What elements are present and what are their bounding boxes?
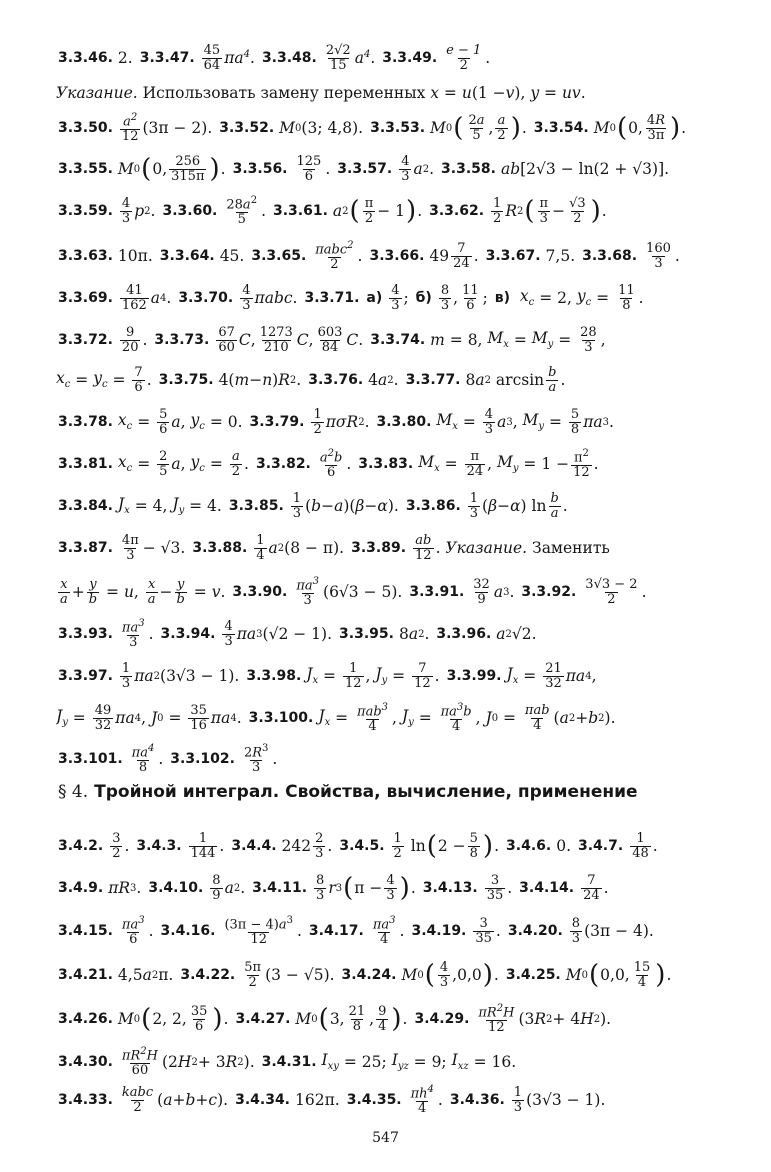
answer-number: 3.3.93. [58, 626, 113, 642]
answer-number: 3.4.19. [411, 923, 467, 939]
answer-number: 3.3.98. [246, 668, 302, 684]
answer-line: 3.3.87. $\frac{4\pi}{3}$ − √3. 3.3.88. $\frac{1}{4}$ a 2 (8 − π). 3.3.89. $\frac{ab}{12}$ . Указание. Заменить [58, 532, 610, 563]
answer-number: 3.3.63. [58, 248, 113, 264]
answer-number: 3.4.14. [519, 880, 575, 896]
answer-number: 3.4.35. [346, 1092, 402, 1108]
answer-number: 3.4.2. [58, 838, 104, 854]
section-title: Тройной интеграл. Свойства, вычисление, применение [94, 782, 638, 802]
answer-number: 3.4.25. [505, 967, 561, 983]
answer-number: 3.3.53. [370, 120, 426, 136]
answer-number: 3.3.100. [248, 710, 314, 726]
answer-number: 3.3.55. [58, 161, 113, 177]
answer-number: 3.3.74. [370, 332, 426, 348]
answer-line: 3.3.72. $\frac{9}{20}$ . 3.3.73. $\frac{67}{60}$ C , $\frac{1273}{210}$ C , $\frac{603}{84}$ C . 3.3.74. m = 8, $M_x$ = $M_y$ = $\frac{28}{3}$ , [58, 324, 606, 355]
answer-number: 3.3.70. [178, 290, 234, 306]
answer-number: 3.3.91. [409, 584, 465, 600]
answer-number: 3.4.20. [507, 923, 563, 939]
hint-line: Указание. Использовать замену переменных x = u (1 − v ), y = uv . [56, 84, 586, 102]
answer-number: 3.4.36. [449, 1092, 505, 1108]
answer-number: 3.3.90. [232, 584, 288, 600]
answer-line: 3.3.93. $\frac{\pi a^3}{3}$ . 3.3.94. $\frac{4}{3}$ πa 3 (√2 − 1). 3.3.95. 8 a 2 . 3.3.96. a 2 √2. [58, 617, 537, 650]
answer-number: 3.4.34. [235, 1092, 290, 1108]
answer-number: 3.4.13. [422, 880, 478, 896]
answer-number: 3.3.65. [251, 248, 307, 264]
answer-number: 3.3.88. [192, 540, 248, 556]
answer-line: $\frac{x}{a}$ + $\frac{y}{b}$ = u , $\frac{x}{a}$ − $\frac{y}{b}$ = v . 3.3.90. $\frac{\pi a^3}{3}$ (6√3 − 5). 3.3.91. $\frac{32}{9}$ a 3 . 3.3.92. $\frac{3√3 - 2}{2}$ . [60, 575, 647, 608]
answer-number: 3.4.33. [58, 1092, 113, 1108]
answer-number: 3.3.62. [429, 203, 485, 219]
answer-line: 3.3.81. $x_c$ = $\frac{2}{5}$ a , $y_c$ = $\frac{a}{2}$ . 3.3.82. $\frac{a^2b}{6}$ . 3.3.83. $M_x$ = $\frac{\pi}{24}$ , $M_y$ = 1 − $\frac{\pi^2}{12}$ . [58, 447, 599, 480]
answer-number: 3.4.21. [58, 967, 113, 983]
answer-number: 3.4.3. [136, 838, 182, 854]
answer-line: 3.4.33. $\frac{\text{kabc}}{2}$ ( a + b + c ). 3.4.34. 162π. 3.4.35. $\frac{\pi h^4}{4}$ . 3.4.36. $\frac{1}{3}$ (3√3 − 1). [58, 1083, 606, 1116]
answer-number: 3.3.78. [58, 414, 113, 430]
answer-number: 3.4.27. [235, 1011, 291, 1027]
answer-line: 3.4.9. πR 3 . 3.4.10. $\frac{8}{9}$ a 2 . 3.4.11. $\frac{8}{3}$ r 3 ( π − $\frac{4}{3}$ ) . 3.4.13. $\frac{3}{35}$ . 3.4.14. $\frac{7}{24}$ . [58, 872, 609, 903]
answer-number: 3.3.72. [58, 332, 113, 348]
answer-number: 3.3.50. [58, 120, 113, 136]
answer-line: 3.3.55. M 0 ( 0, $\frac{256}{315\pi}$ ) . 3.3.56. $\frac{125}{6}$ . 3.3.57. $\frac{4}{3}$ a 2 . 3.3.58. ab [2√3 − ln(2 + √3)]. [58, 153, 670, 184]
answer-line: 3.3.46. 2. 3.3.47. $\frac{45}{64}$ $\pi a^4$ . 3.3.48. $\frac{2√2}{15}$ $a^4$ . 3.3.49. $\frac{e - 1}{2}$ . [58, 42, 491, 73]
answer-line: 3.3.59. $\frac{4}{3}$ p 2 . 3.3.60. $\frac{28a^2}{5}$ . 3.3.61. a 2 ( $\frac{\pi}{2}$ − 1 ) . 3.3.62. $\frac{1}{2}$ R 2 ( $\frac{\pi}{3}$ − $\frac{√3}{2}$ ) . [58, 194, 607, 227]
answer-number: 3.4.24. [341, 967, 397, 983]
answer-number: 3.3.81. [58, 456, 113, 472]
answer-line: 3.4.30. $\frac{\pi R^2H}{60}$ (2 H 2 + 3 R 2 ). 3.4.31. $I_{xy}$ = 25; $I_{yz}$ = 9; $I_{xz}$ = 16. [58, 1045, 517, 1078]
answer-number: 3.4.10. [148, 880, 204, 896]
answer-number: 3.4.22. [180, 967, 236, 983]
answer-number: 3.4.15. [58, 923, 113, 939]
answer-number: 3.3.84. [58, 498, 113, 514]
answer-line: 3.3.63. 10π. 3.3.64. 45. 3.3.65. $\frac{\pi abc^2}{2}$ . 3.3.66. 49 $\frac{7}{24}$ . 3.3.67. 7,5. 3.3.68. $\frac{160}{3}$ . [58, 239, 680, 272]
answer-number: 3.3.57. [337, 161, 393, 177]
answer-number: 3.3.82. [255, 456, 311, 472]
answer-number: 3.3.47. [139, 50, 195, 66]
answer-number: 3.4.30. [58, 1054, 113, 1070]
answer-number: 3.3.83. [358, 456, 414, 472]
answer-line: 3.3.101. $\frac{\pi a^4}{8}$ . 3.3.102. $\frac{2R^3}{3}$ . [58, 742, 278, 775]
answer-number: 3.4.29. [414, 1011, 470, 1027]
answer-number: 3.3.94. [160, 626, 216, 642]
answer-number: 3.3.99. [446, 668, 502, 684]
answer-number: 3.3.48. [261, 50, 317, 66]
answer-number: 3.3.49. [382, 50, 438, 66]
answer-number: 3.3.46. [58, 50, 113, 66]
answer-number: 3.4.11. [252, 880, 308, 896]
answer-number: 3.3.80. [376, 414, 432, 430]
answer-number: 3.4.31. [261, 1054, 317, 1070]
answer-number: 3.3.97. [58, 668, 113, 684]
answer-number: 3.3.77. [405, 372, 461, 388]
answer-number: 3.3.75. [158, 372, 214, 388]
answer-line: 3.3.50. $\frac{a^2}{12}$ (3π − 2). 3.3.52. M 0 (3; 4,8). 3.3.53. M 0 ( $\frac{2a}{5}$ , $\frac{a}{2}$ ) . 3.3.54. M 0 ( 0, $\frac{4R}{3\pi}$ ) . [58, 111, 687, 144]
section-heading [58, 782, 638, 802]
answer-number: 3.3.67. [485, 248, 541, 264]
answer-number: 3.3.54. [533, 120, 589, 136]
answer-number: 3.3.61. [273, 203, 328, 219]
page-number: 547 [372, 1130, 399, 1146]
answer-number: 3.4.7. [578, 838, 624, 854]
answer-number: 3.3.87. [58, 540, 113, 556]
answer-number: 3.4.17. [308, 923, 364, 939]
answer-number: 3.3.102. [170, 751, 235, 767]
answer-line: 3.3.69. $\frac{41}{162}$ a 4 . 3.3.70. $\frac{4}{3}$ πabc . 3.3.71. а) $\frac{4}{3}$ ; б) $\frac{8}{3}$ , $\frac{11}{6}$ ; в) $x_c$ = 2, $y_c$ = $\frac{11}{8}$ . [58, 282, 644, 313]
answer-line: 3.4.2. $\frac{3}{2}$ . 3.4.3. $\frac{1}{144}$ . 3.4.4. 242 $\frac{2}{3}$ . 3.4.5. $\frac{1}{2}$ ln ( 2 − $\frac{5}{8}$ ) . 3.4.6. 0. 3.4.7. $\frac{1}{48}$ . [58, 830, 658, 861]
answer-number: 3.3.89. [351, 540, 407, 556]
answer-line: 3.4.21. 4,5 a 2 π. 3.4.22. $\frac{5\pi}{2}$ (3 − √5). 3.4.24. M 0 ( $\frac{4}{3}$ ,0,0 ) . 3.4.25. M 0 ( 0,0, $\frac{15}{4}$ ) . [58, 959, 672, 990]
answer-number: 3.3.59. [58, 203, 113, 219]
answer-line: 3.3.84. $J_x$ = 4, $J_y$ = 4. 3.3.85. $\frac{1}{3}$ ( b − a )( β − α ). 3.3.86. $\frac{1}{3}$ ( β − α ) ln $\frac{b}{a}$ . [58, 490, 568, 521]
answer-number: 3.3.73. [154, 332, 210, 348]
answer-number: 3.3.95. [339, 626, 394, 642]
answer-number: 3.3.68. [582, 248, 638, 264]
section-sign: § 4. [58, 782, 89, 802]
answer-number: 3.3.69. [58, 290, 113, 306]
answer-number: 3.3.52. [219, 120, 275, 136]
answer-line: 3.3.78. $x_c$ = $\frac{5}{6}$ a , $y_c$ = 0. 3.3.79. $\frac{1}{2}$ πσR 2 . 3.3.80. $M_x$ = $\frac{4}{3}$ a 3 , $M_y$ = $\frac{5}{8}$ πa 3 . [58, 406, 614, 437]
answer-number: 3.3.56. [232, 161, 288, 177]
answer-number: 3.3.101. [58, 751, 123, 767]
answer-number: 3.4.9. [58, 880, 104, 896]
answer-number: 3.3.66. [369, 248, 425, 264]
answer-number: 3.3.58. [441, 161, 496, 177]
answer-number: 3.3.85. [228, 498, 284, 514]
answer-number: 3.3.64. [159, 248, 215, 264]
answer-line: 3.4.26. M 0 ( 2, 2, $\frac{35}{6}$ ) . 3.4.27. M 0 ( 3, $\frac{21}{8}$ , $\frac{9}{4}$ ) . 3.4.29. $\frac{\pi R^2H}{12}$ (3 R 2 + 4 H 2 ). [58, 1002, 612, 1035]
answer-number: 3.3.71. [304, 290, 360, 306]
answer-line: $x_c$ = $y_c$ = $\frac{7}{6}$ . 3.3.75. 4( m − n ) R 2 . 3.3.76. 4 a 2 . 3.3.77. 8 a 2 arcsin $\frac{b}{a}$ . [56, 364, 566, 395]
answer-number: 3.4.16. [160, 923, 216, 939]
answer-number: 3.4.26. [58, 1011, 113, 1027]
answer-number: 3.4.6. [506, 838, 552, 854]
answer-number: 3.3.86. [405, 498, 461, 514]
answer-line: $J_y$ = $\frac{49}{32}$ πa 4 , J 0 = $\frac{35}{16}$ πa 4 . 3.3.100. $J_x$ = $\frac{\pi ab^3}{4}$ , $J_y$ = $\frac{\pi a^3b}{4}$ , J 0 = $\frac{\text{πab}}{4}$ ( a 2 + b 2 ). [56, 701, 616, 734]
answer-number: 3.3.79. [249, 414, 305, 430]
answer-number: 3.4.4. [231, 838, 277, 854]
answer-line: 3.3.97. $\frac{1}{3}$ πa 2 (3√3 − 1). 3.3.98. $J_x$ = $\frac{1}{12}$ , $J_y$ = $\frac{7}{12}$ . 3.3.99. $J_x$ = $\frac{21}{32}$ πa 4 , [58, 660, 597, 691]
answer-number: 3.3.60. [162, 203, 218, 219]
answer-number: 3.3.92. [521, 584, 577, 600]
answer-number: 3.3.96. [436, 626, 492, 642]
answer-line: 3.4.15. $\frac{\pi a^3}{6}$ . 3.4.16. $\frac{(3\pi - 4)a^3}{12}$ . 3.4.17. $\frac{\pi a^3}{4}$ . 3.4.19. $\frac{3}{35}$ . 3.4.20. $\frac{8}{3}$ (3π − 4). [58, 914, 654, 947]
answer-number: 3.3.76. [308, 372, 364, 388]
answer-number: 3.4.5. [339, 838, 385, 854]
